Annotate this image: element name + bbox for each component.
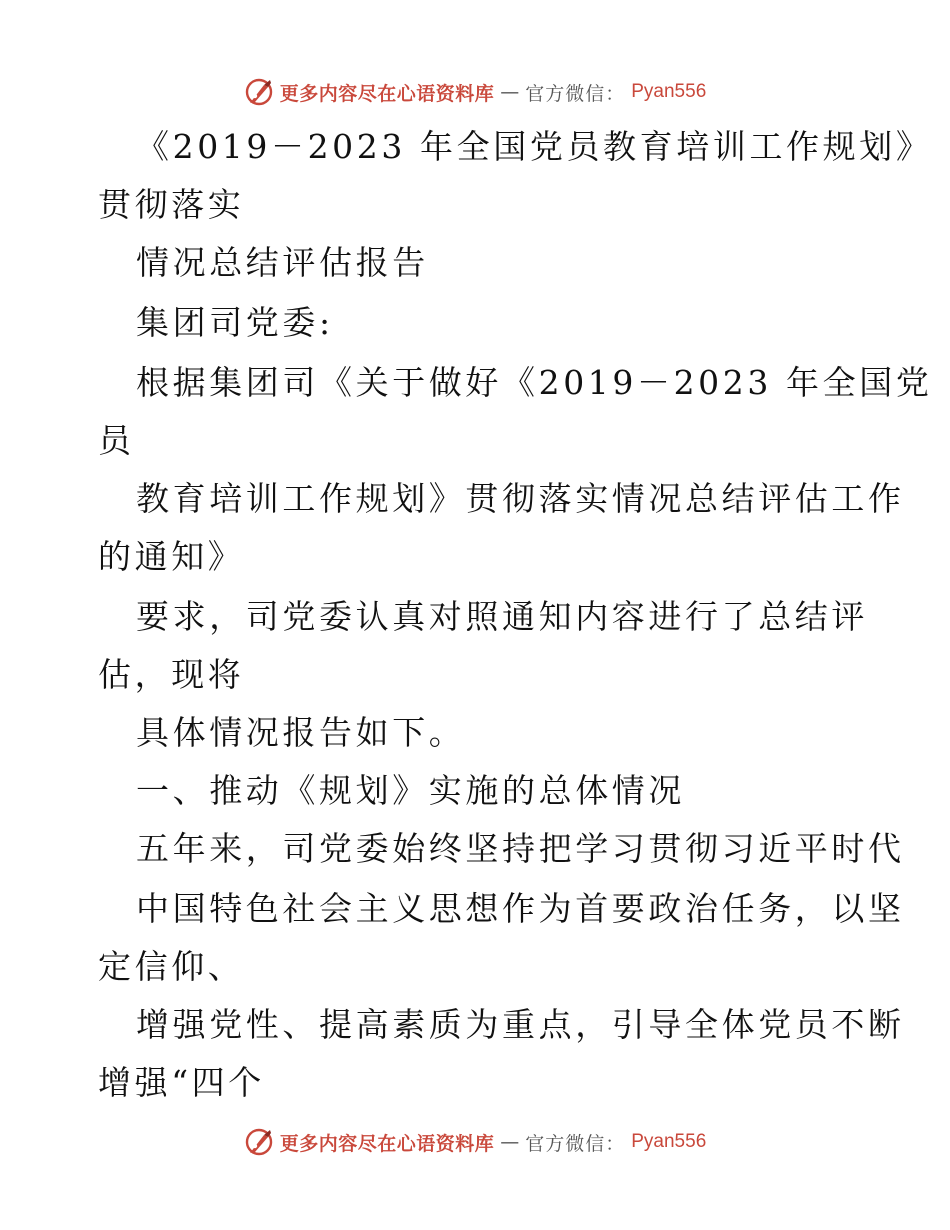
watermark-wechat-label: 官方微信： [525,1132,626,1155]
paragraph-line: 增强“四个 [98,1063,265,1102]
watermark-wechat-id: Pyan556 [631,1131,707,1152]
footer-watermark [0,1122,950,1162]
watermark-text: 更多内容尽在心语资料库 [279,82,495,105]
paragraph-line: 具体情况报告如下。 [136,713,466,752]
header-watermark [0,72,950,112]
paragraph-line: 教育培训工作规划》贯彻落实情况总结评估工作 [136,479,905,518]
paragraph-line: 估，现将 [98,655,245,694]
paragraph-line: 中国特色社会主义思想作为首要政治任务，以坚 [136,889,905,928]
quill-pen-logo-icon [244,1127,274,1157]
watermark-separator: — [500,81,520,103]
watermark-wechat-id: Pyan556 [631,81,707,102]
paragraph-line: 定信仰、 [98,947,245,986]
paragraph-line: 要求，司党委认真对照通知内容进行了总结评 [136,597,868,636]
paragraph-line: 增强党性、提高素质为重点，引导全体党员不断 [136,1005,905,1044]
quill-pen-logo-icon [244,77,274,107]
paragraph-line: 员 [98,421,135,460]
document-title-line-1: 《2019－2023 年全国党员教育培训工作规划》 [136,127,933,166]
watermark-wechat-label: 官方微信： [525,82,626,105]
document-title-line-2: 贯彻落实 [98,185,245,224]
paragraph-line: 的通知》 [98,537,245,576]
document-title-line-3: 情况总结评估报告 [136,243,429,282]
watermark-separator: — [500,1131,520,1153]
section-heading: 一、推动《规划》实施的总体情况 [136,771,685,810]
salutation: 集团司党委: [136,303,334,342]
paragraph-line: 五年来，司党委始终坚持把学习贯彻习近平时代 [136,829,905,868]
paragraph-line: 根据集团司《关于做好《2019－2023 年全国党 [136,363,933,402]
watermark-text: 更多内容尽在心语资料库 [279,1132,495,1155]
